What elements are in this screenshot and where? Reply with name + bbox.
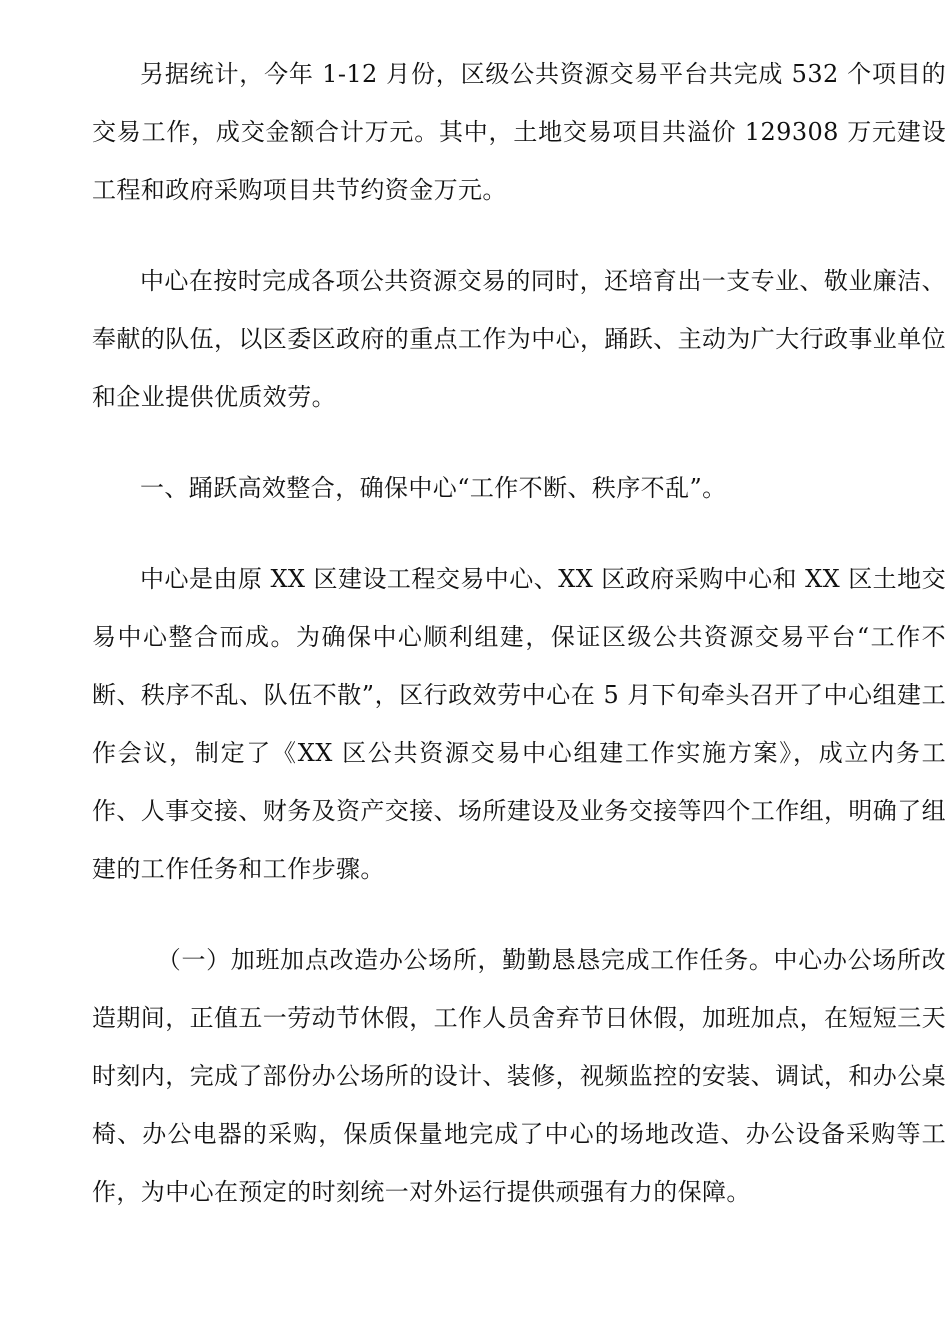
section-heading-1: 一、踊跃高效整合，确保中心“工作不断、秩序不乱”。 <box>140 474 727 502</box>
subsection-paragraph-1: （一）加班加点改造办公场所，勤勤恳恳完成工作任务。中心办公场所改造期间，正值五一劳动节休假，工作人员舍弃节日休假，加班加点，在短短三天时刻内，完成了部份办公场所的设计、装修，视频监控的安装、调试，和办公桌椅、办公电器的采购，保质保量地完成了中心的场地改造、办公设备采购等工作，为中心在预定的时刻统一对外运行提供顽强有力的保障。 <box>92 946 946 1206</box>
paragraph-team: 中心在按时完成各项公共资源交易的同时，还培育出一支专业、敬业廉洁、奉献的队伍，以区委区政府的重点工作为中心，踊跃、主动为广大行政事业单位和企业提供优质效劳。 <box>92 267 946 411</box>
paragraph-integration: 中心是由原 XX 区建设工程交易中心、XX 区政府采购中心和 XX 区土地交易中心整合而成。为确保中心顺利组建，保证区级公共资源交易平台“工作不断、秩序不乱、队伍不散”，区行政效劳中心在 5 月下旬牵头召开了中心组建工作会议，制定了《XX 区公共资源交易中心组建工作实施方案》，成立内务工作、人事交接、财务及资产交接、场所建设及业务交接等四个工作组，明确了组建的工作任务和工作步骤。 <box>92 565 946 883</box>
document-body <box>92 45 946 1254</box>
paragraph-statistics: 另据统计，今年 1-12 月份，区级公共资源交易平台共完成 532 个项目的交易工作，成交金额合计万元。其中，土地交易项目共溢价 129308 万元建设工程和政府采购项目共节约资金万元。 <box>92 60 946 204</box>
